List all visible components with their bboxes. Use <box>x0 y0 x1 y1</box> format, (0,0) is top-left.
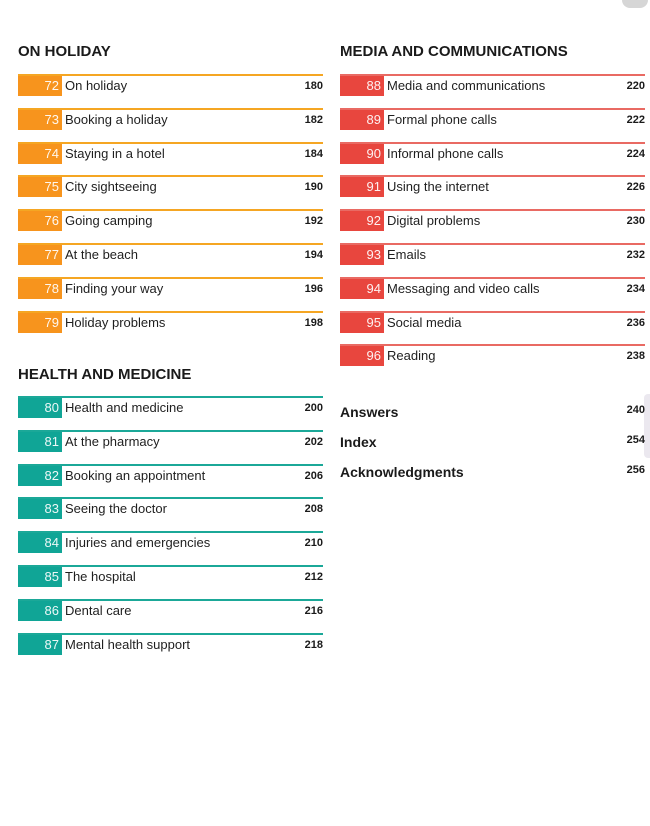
toc-row[interactable] <box>340 311 645 333</box>
back-matter-label: Index <box>340 434 377 450</box>
toc-row[interactable] <box>340 74 645 96</box>
unit-title: At the beach <box>65 246 138 262</box>
back-matter-index[interactable] <box>340 434 645 450</box>
unit-number: 80 <box>18 398 62 418</box>
toc-row[interactable] <box>18 633 323 655</box>
unit-number: 79 <box>18 313 62 333</box>
page-number: 180 <box>304 80 323 92</box>
unit-number: 82 <box>18 466 62 486</box>
unit-number: 74 <box>18 144 62 164</box>
unit-number: 87 <box>18 635 62 655</box>
media-list <box>340 74 645 378</box>
page-number: 182 <box>304 113 323 126</box>
unit-number: 73 <box>18 110 62 130</box>
unit-title: Using the internet <box>387 179 489 195</box>
section-title-holiday: ON HOLIDAY <box>18 43 111 60</box>
unit-title: Booking an appointment <box>65 467 206 483</box>
page-number: 240 <box>626 404 645 416</box>
page-number: 236 <box>626 316 645 329</box>
unit-number: 90 <box>340 144 384 164</box>
unit-title: Seeing the doctor <box>65 501 167 517</box>
unit-number: 86 <box>18 601 62 621</box>
toc-row[interactable] <box>18 108 323 130</box>
unit-title: Staying in a hotel <box>65 145 165 161</box>
page-number: 224 <box>626 147 645 160</box>
page-number: 226 <box>626 181 645 194</box>
unit-number: 94 <box>340 279 384 299</box>
page-number: 190 <box>304 181 323 194</box>
page-number: 234 <box>626 282 645 295</box>
unit-title: Media and communications <box>387 78 546 93</box>
toc-row[interactable] <box>18 430 323 452</box>
toc-row[interactable] <box>18 209 323 231</box>
unit-title: City sightseeing <box>65 179 157 195</box>
toc-row[interactable] <box>340 108 645 130</box>
page-number: 196 <box>304 282 323 295</box>
unit-title: Holiday problems <box>65 314 166 330</box>
back-matter-label: Acknowledgments <box>340 464 464 480</box>
unit-title: Booking a holiday <box>65 111 168 127</box>
page-number: 230 <box>626 215 645 228</box>
page-number: 222 <box>626 113 645 126</box>
page-number: 220 <box>626 80 645 92</box>
unit-number: 72 <box>18 76 62 96</box>
unit-number: 85 <box>18 567 62 587</box>
section-title-media: MEDIA AND COMMUNICATIONS <box>340 43 568 60</box>
section-title-health: HEALTH AND MEDICINE <box>18 366 192 383</box>
back-matter-acknowledgments[interactable] <box>340 464 645 480</box>
toc-row[interactable] <box>18 531 323 553</box>
toc-row[interactable] <box>18 565 323 587</box>
page-number: 216 <box>304 604 323 617</box>
unit-number: 88 <box>340 76 384 96</box>
toc-row[interactable] <box>18 599 323 621</box>
back-matter-label: Answers <box>340 404 399 420</box>
unit-number: 89 <box>340 110 384 130</box>
toc-row[interactable] <box>340 209 645 231</box>
page-number: 254 <box>626 434 645 446</box>
unit-number: 92 <box>340 211 384 231</box>
unit-title: Emails <box>387 246 427 262</box>
unit-title: Injuries and emergencies <box>65 535 211 551</box>
unit-number: 81 <box>18 432 62 452</box>
unit-number: 77 <box>18 245 62 265</box>
page-number: 218 <box>304 638 323 651</box>
page-number: 256 <box>626 464 645 476</box>
toc-row[interactable] <box>18 464 323 486</box>
toc-row[interactable] <box>18 497 323 519</box>
unit-number: 83 <box>18 499 62 519</box>
unit-number: 95 <box>340 313 384 333</box>
unit-title: Dental care <box>65 602 132 618</box>
unit-number: 96 <box>340 346 384 366</box>
unit-number: 84 <box>18 533 62 553</box>
toc-row[interactable] <box>340 175 645 197</box>
page-number: 232 <box>626 248 645 261</box>
unit-title: Social media <box>387 314 462 330</box>
page-number: 198 <box>304 316 323 329</box>
unit-title: Messaging and video calls <box>387 280 540 296</box>
unit-title: Health and medicine <box>65 400 184 415</box>
unit-number: 76 <box>18 211 62 231</box>
unit-number: 75 <box>18 177 62 197</box>
health-list <box>18 396 323 666</box>
unit-number: 78 <box>18 279 62 299</box>
toc-row[interactable] <box>340 277 645 299</box>
toc-row[interactable] <box>18 243 323 265</box>
page-number: 200 <box>304 402 323 414</box>
toc-row[interactable] <box>18 396 323 418</box>
corner-tab <box>622 0 648 8</box>
page-number: 194 <box>304 248 323 261</box>
unit-title: Digital problems <box>387 213 481 229</box>
toc-row[interactable] <box>340 344 645 366</box>
unit-title: Going camping <box>65 213 153 229</box>
unit-title: Formal phone calls <box>387 111 497 127</box>
unit-title: The hospital <box>65 568 136 584</box>
toc-row[interactable] <box>18 142 323 164</box>
page-number: 238 <box>626 350 645 363</box>
back-matter-answers[interactable] <box>340 404 645 420</box>
unit-number: 93 <box>340 245 384 265</box>
holiday-list <box>18 74 323 344</box>
page-number: 184 <box>304 147 323 160</box>
unit-title: At the pharmacy <box>65 433 160 449</box>
unit-title: Informal phone calls <box>387 145 504 161</box>
page-number: 212 <box>304 570 323 583</box>
page-number: 206 <box>304 469 323 482</box>
toc-row[interactable] <box>340 142 645 164</box>
page-number: 210 <box>304 537 323 550</box>
page-number: 192 <box>304 215 323 228</box>
toc-row[interactable] <box>18 311 323 333</box>
unit-title: On holiday <box>65 78 128 93</box>
toc-row[interactable] <box>18 277 323 299</box>
unit-title: Mental health support <box>65 636 191 652</box>
unit-title: Finding your way <box>65 280 164 296</box>
toc-row[interactable] <box>18 175 323 197</box>
toc-row[interactable] <box>18 74 323 96</box>
page-number: 208 <box>304 503 323 516</box>
page-number: 202 <box>304 435 323 448</box>
unit-title: Reading <box>387 348 436 364</box>
unit-number: 91 <box>340 177 384 197</box>
toc-row[interactable] <box>340 243 645 265</box>
